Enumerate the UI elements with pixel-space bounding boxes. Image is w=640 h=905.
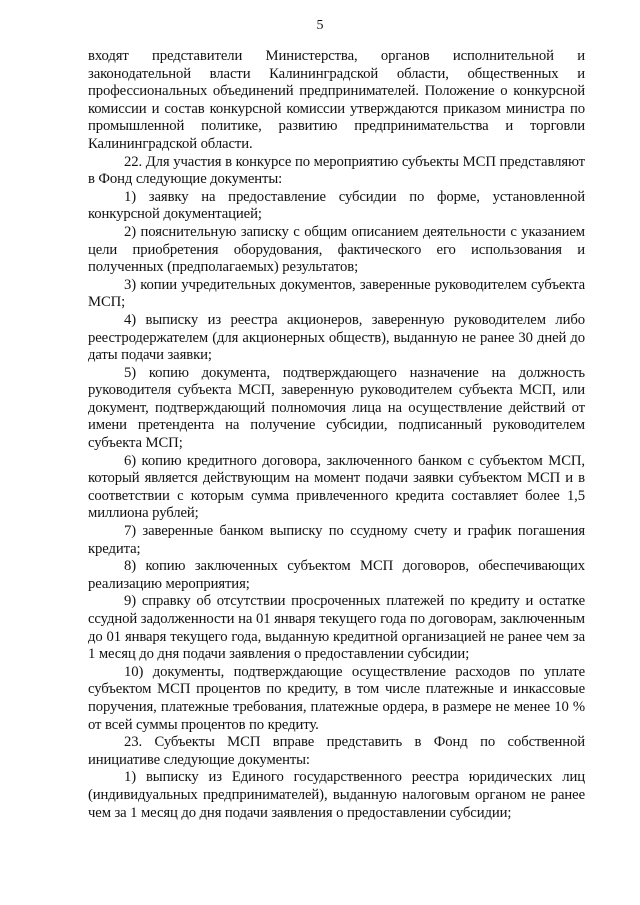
list-item-22-7: 7) заверенные банком выписку по ссудному счету и график погашения кредита; [88,523,585,557]
document-body [88,48,585,822]
list-item-22-10: 10) документы, подтверждающие осуществление расходов по уплате субъектом МСП процентов по кредиту, в том числе платежные и инкассовые поручения, платежные требования, платежные ордера, в размере не менее 10 % от всей суммы процентов по кредиту. [88,663,585,733]
list-item-22-4: 4) выписку из реестра акционеров, заверенную руководителем либо реестродержателем (для акционерных обществ), выданную не ранее 30 дней до даты подачи заявки; [88,311,585,364]
list-item-22-1: 1) заявку на предоставление субсидии по форме, установленной конкурсной документацией; [88,188,585,223]
list-item-22-9: 9) справку об отсутствии просроченных платежей по кредиту и остатке ссудной задолженности на 01 января текущего года по договорам, заключенным до 01 января текущего года, выданную кредитной организацией не ранее чем за 1 месяц до дня подачи заявления о предоставлении субсидии; [88,593,585,663]
list-item-22-6: 6) копию кредитного договора, заключенного банком с субъектом МСП, который является действующим на момент подачи заявки субъектом МСП и в соответствии с которым сумма привлеченного кредита составляет более 1,5 миллиона рублей; [88,452,585,522]
paragraph-commission: входят представители Министерства, органов исполнительной и законодательной власти Калининградской области, общественных и профессиональных объединений предпринимателей. Положение о конкурсной комиссии и состав конкурсной комиссии утверждаются приказом министра по промышленной политике, развитию предпринимательства и торговли Калининградской области. [88,48,585,152]
paragraph-section-22: 22. Для участия в конкурсе по мероприятию субъекты МСП представляют в Фонд следующие документы: [88,153,585,188]
list-item-22-8: 8) копию заключенных субъектом МСП договоров, обеспечивающих реализацию мероприятия; [88,558,585,592]
list-item-23-1: 1) выписку из Единого государственного реестра юридических лиц (индивидуальных предпринимателей), выданную налоговым органом не ранее чем за 1 месяц до дня подачи заявления о предоставлении субсидии; [88,769,585,821]
paragraph-section-23: 23. Субъекты МСП вправе представить в Фонд по собственной инициативе следующие документы: [88,734,585,768]
list-item-22-5: 5) копию документа, подтверждающего назначение на должность руководителя субъекта МСП, заверенную руководителем субъекта МСП, или документ, подтверждающий полномочия лица на осуществление действий от имени претендента на получение субсидии, подписанный руководителем субъекта МСП; [88,364,585,452]
page-number: 5 [316,18,324,33]
list-item-22-2: 2) пояснительную записку с общим описанием деятельности с указанием цели приобретения оборудования, фактического его использования и полученных (предполагаемых) результатов; [88,223,585,276]
list-item-22-3: 3) копии учредительных документов, заверенные руководителем субъекта МСП; [88,276,585,311]
